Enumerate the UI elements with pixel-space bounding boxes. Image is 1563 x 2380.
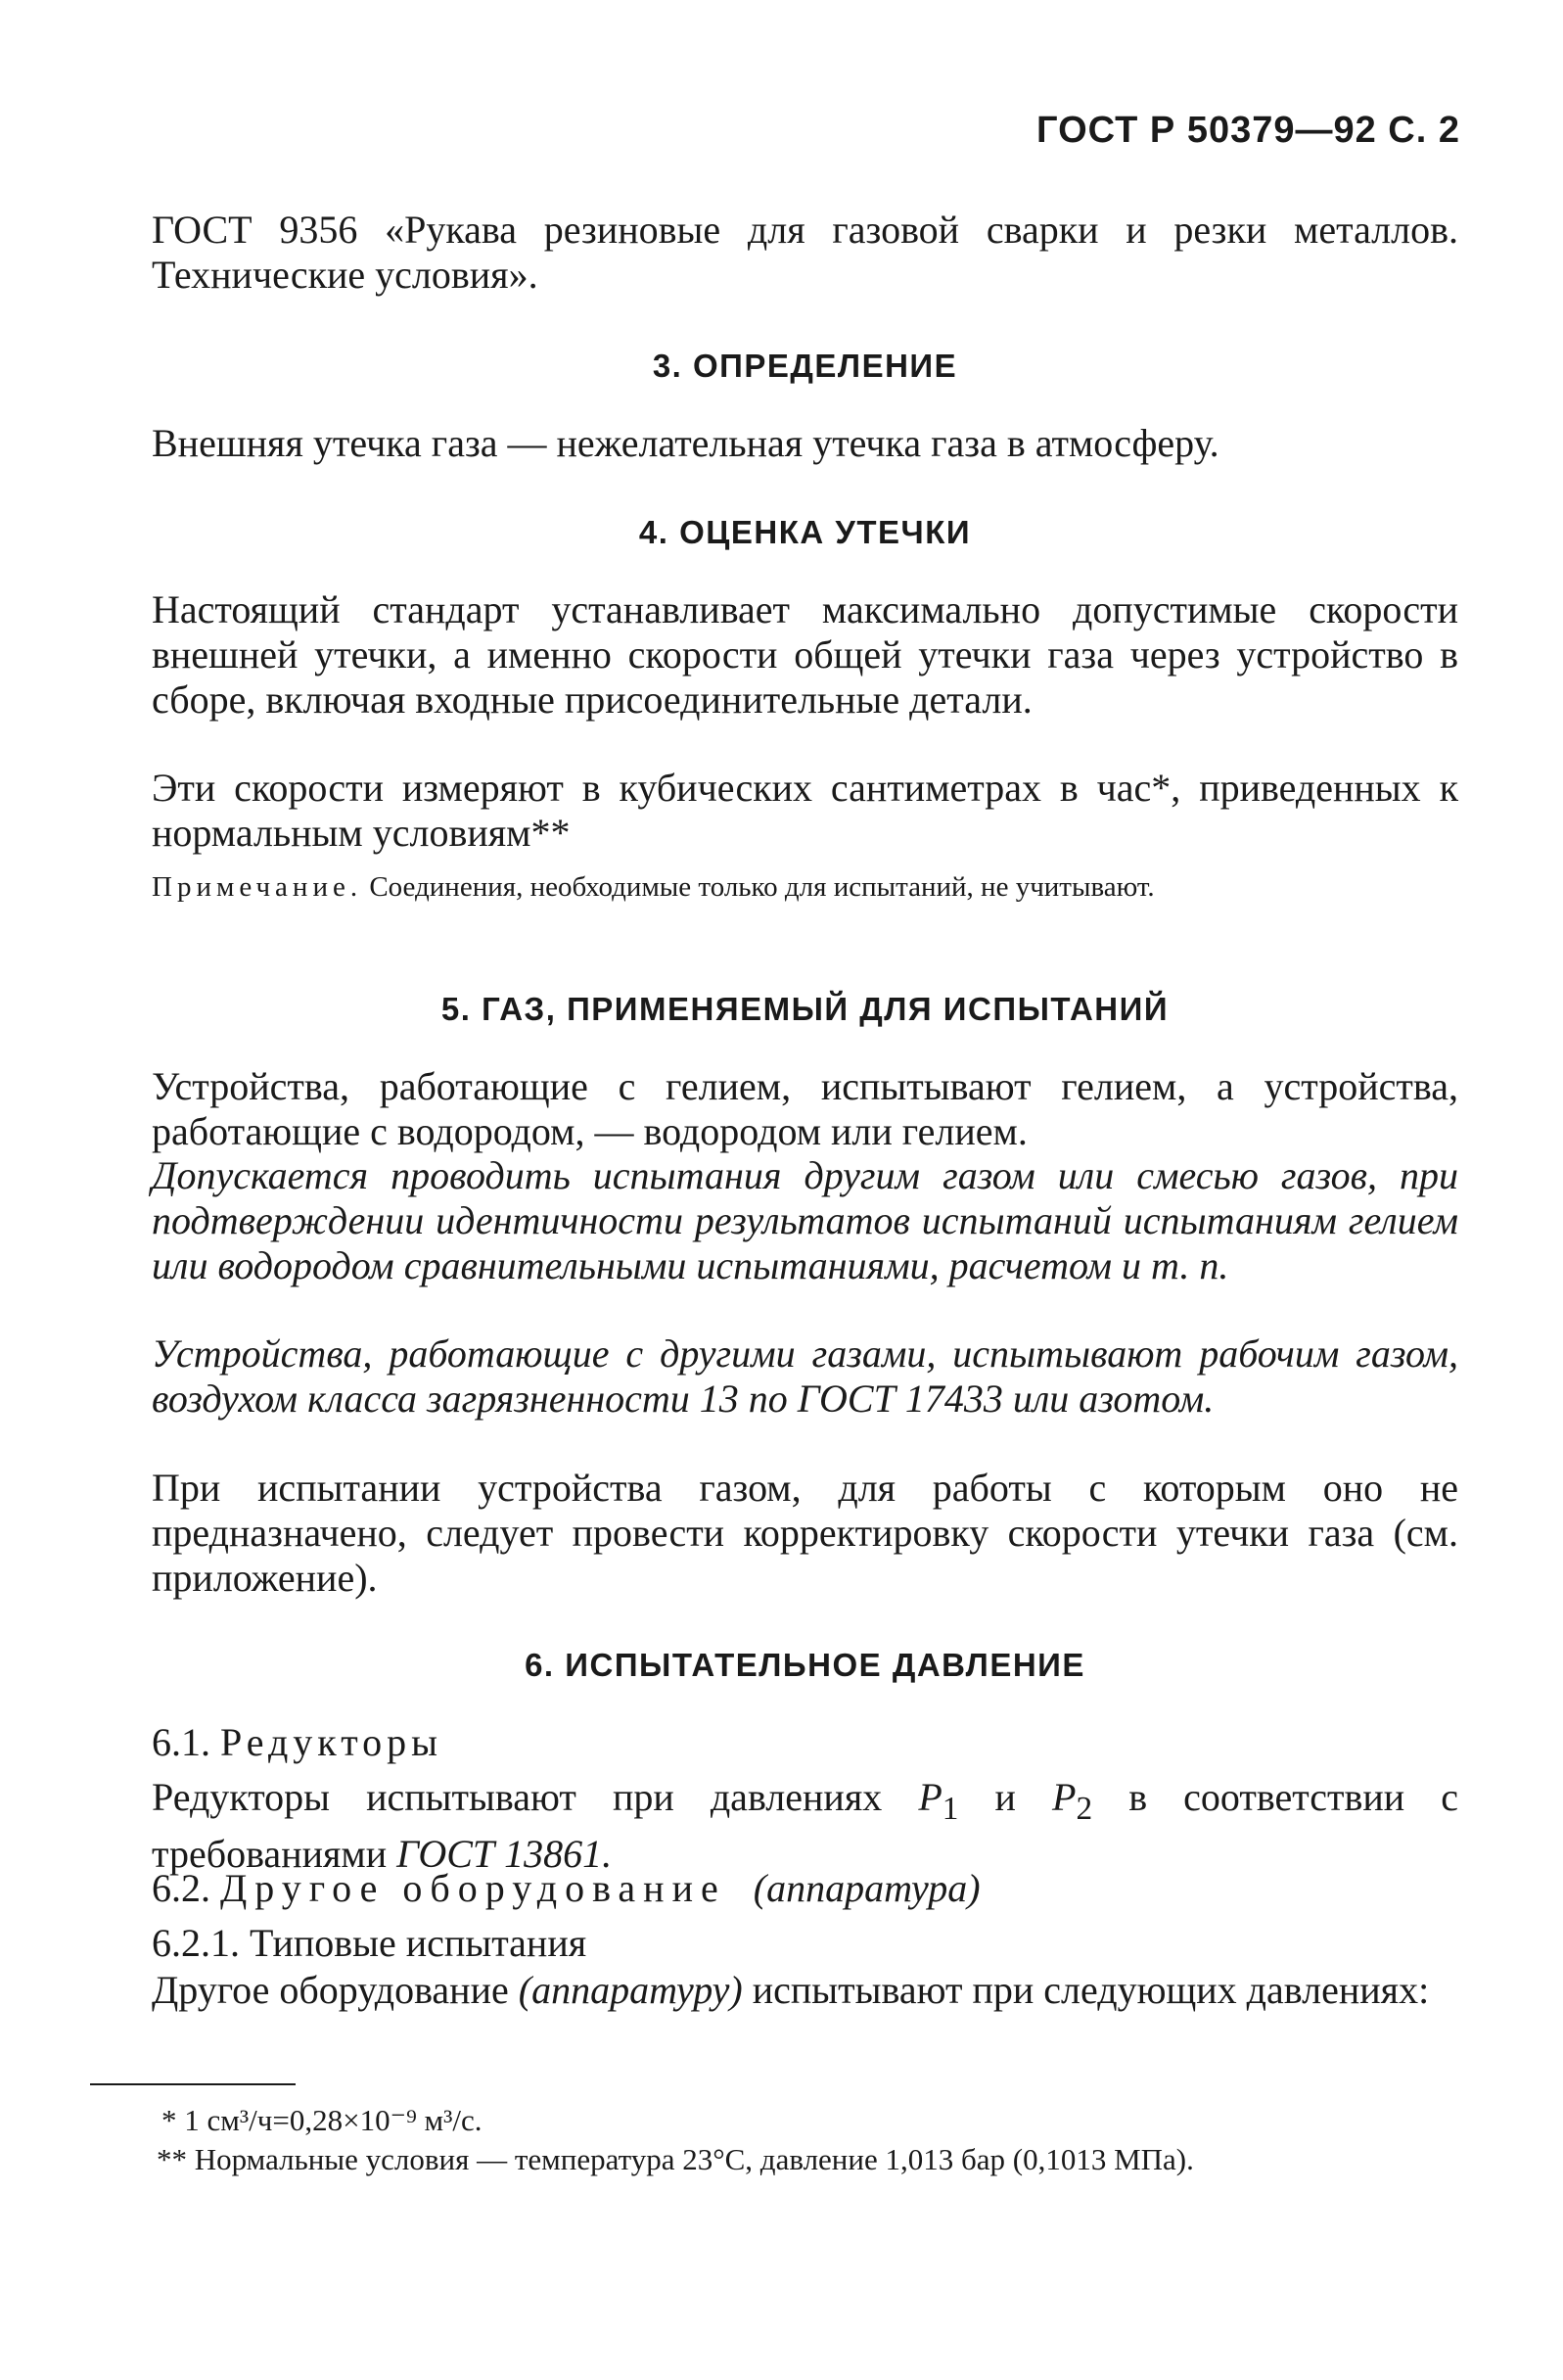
subsection-6-2-heading: 6.2. Другое оборудование (аппаратура) <box>152 1866 981 1910</box>
subsection-6-2-1-heading: 6.2.1. Типовые испытания <box>152 1921 587 1965</box>
section-3-definition: Внешняя утечка газа — нежелательная утечка газа в атмосферу. <box>152 421 1219 465</box>
subsection-6-1-heading: 6.1. Редукторы <box>152 1720 443 1764</box>
footnote-separator <box>90 2083 296 2085</box>
section-4-note <box>152 869 1458 905</box>
section-4-paragraph-1: Настоящий стандарт устанавливает максимально допустимые скорости внешней утечки, а именно скорости общей утечки газа через устройство в сборе, включая входные присоединительные детали. <box>152 587 1458 722</box>
gost-9356-reference: ГОСТ 9356 «Рукава резиновые для газовой сварки и резки металлов. Технические условия». <box>152 208 1458 297</box>
section-5-paragraph-4: При испытании устройства газом, для работы с которым оно не предназначено, следует провести корректировку скорости утечки газа (см. приложение). <box>152 1466 1458 1600</box>
footnote-1: * 1 см³/ч=0,28×10⁻⁹ м³/с. <box>161 2103 483 2137</box>
footnote-2: ** Нормальные условия — температура 23°С, давление 1,013 бар (0,1013 МПа). <box>157 2142 1194 2176</box>
note-label: Примечание. <box>152 871 363 903</box>
section-6-title: 6. ИСПЫТАТЕЛЬНОЕ ДАВЛЕНИЕ <box>525 1647 1085 1683</box>
subsection-6-1-text: Редукторы испытывают при давлениях $P_1$ и $P_2$ в соответствии с требованиями ГОСТ 13861. <box>152 1775 1459 1876</box>
section-4-title: 4. ОЦЕНКА УТЕЧКИ <box>638 514 972 550</box>
note-text: Соединения, необходимые только для испытаний, не учитывают. <box>369 871 1155 903</box>
section-5-paragraph-3: Устройства, работающие с другими газами, испытывают рабочим газом, воздухом класса загрязненности 13 по ГОСТ 17433 или азотом. <box>152 1331 1458 1421</box>
section-4-paragraph-2: Эти скорости измеряют в кубических сантиметрах в час*, приведенных к нормальным условиям** <box>152 766 1458 855</box>
section-5-paragraph-2: Допускается проводить испытания другим газом или смесью газов, при подтверждении идентичности результатов испытаний испытаниям гелием или водородом сравнительными испытаниями, расчетом и т. п. <box>152 1153 1458 1287</box>
section-3-title: 3. ОПРЕДЕЛЕНИЕ <box>652 348 958 384</box>
subsection-6-2-1-text: Другое оборудование (аппаратуру) испытывают при следующих давлениях: <box>152 1968 1430 2012</box>
running-head: ГОСТ Р 50379—92 С. 2 <box>1036 110 1460 151</box>
section-5-title: 5. ГАЗ, ПРИМЕНЯЕМЫЙ ДЛЯ ИСПЫТАНИЙ <box>440 991 1170 1027</box>
section-5-paragraph-1: Устройства, работающие с гелием, испытывают гелием, а устройства, работающие с водородом, — водородом или гелием. <box>152 1064 1458 1153</box>
